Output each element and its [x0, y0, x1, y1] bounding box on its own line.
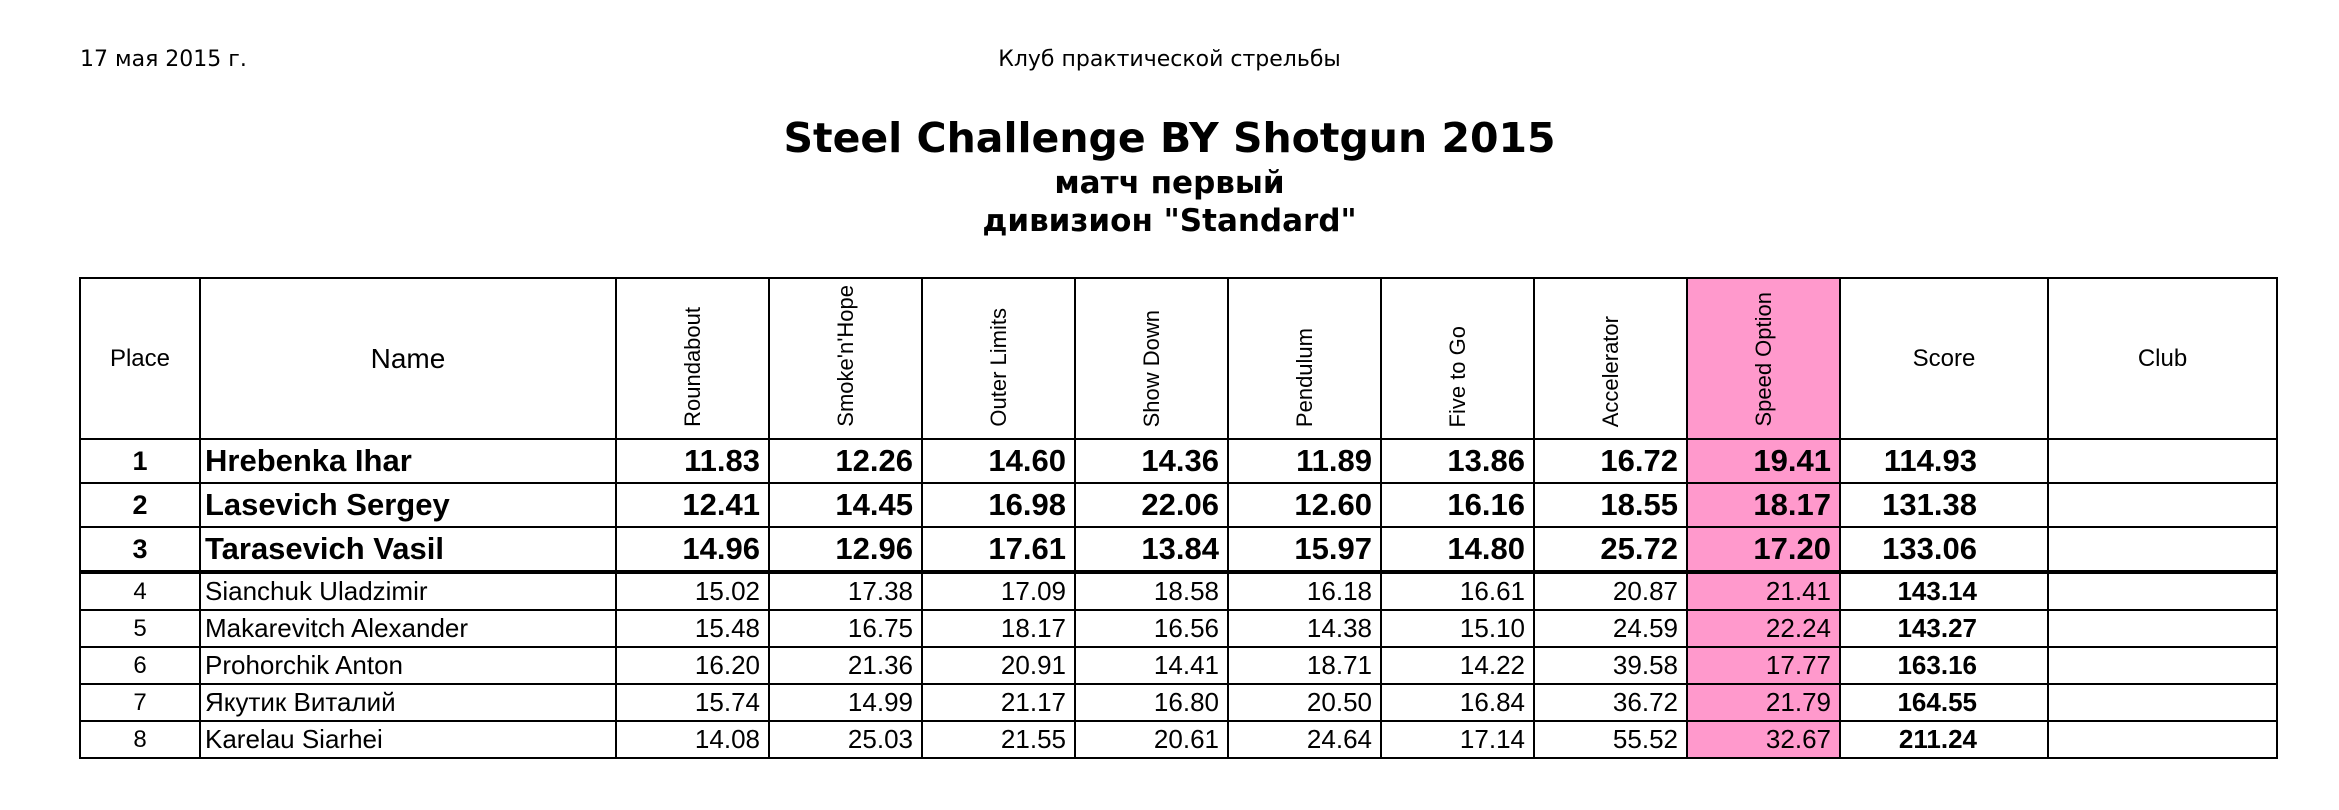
stage-time: 16.61 — [1381, 572, 1534, 610]
col-header-name: Name — [200, 278, 616, 439]
results-table — [79, 277, 2278, 759]
score-cell: 164.55 — [1840, 684, 2048, 721]
col-header-club: Club — [2048, 278, 2277, 439]
stage-time: 36.72 — [1534, 684, 1687, 721]
stage-time: 14.08 — [616, 721, 769, 758]
place-cell: 7 — [80, 684, 200, 721]
place-cell: 2 — [80, 483, 200, 527]
score-cell: 143.27 — [1840, 610, 2048, 647]
stage-time: 17.14 — [1381, 721, 1534, 758]
stage-label: Outer Limits — [985, 308, 1011, 427]
shooter-name: Makarevitch Alexander — [200, 610, 616, 647]
stage-time: 21.79 — [1687, 684, 1840, 721]
col-header-stage — [1075, 278, 1228, 439]
score-cell: 211.24 — [1840, 721, 2048, 758]
stage-time: 19.41 — [1687, 439, 1840, 483]
col-header-stage — [769, 278, 922, 439]
title-block — [0, 112, 2339, 240]
stage-time: 18.58 — [1075, 572, 1228, 610]
stage-time: 12.26 — [769, 439, 922, 483]
stage-time: 16.16 — [1381, 483, 1534, 527]
stage-time: 15.02 — [616, 572, 769, 610]
col-header-stage — [922, 278, 1075, 439]
table-row — [80, 483, 2277, 527]
col-header-stage — [616, 278, 769, 439]
stage-time: 17.09 — [922, 572, 1075, 610]
stage-time: 21.36 — [769, 647, 922, 684]
table-row — [80, 721, 2277, 758]
page-title: Steel Challenge BY Shotgun 2015 — [783, 114, 1556, 162]
club-cell — [2048, 527, 2277, 572]
place-cell: 6 — [80, 647, 200, 684]
stage-time: 20.50 — [1228, 684, 1381, 721]
stage-label: Speed Option — [1750, 292, 1776, 427]
stage-time: 15.74 — [616, 684, 769, 721]
stage-time: 16.80 — [1075, 684, 1228, 721]
stage-time: 14.96 — [616, 527, 769, 572]
col-header-place: Place — [80, 278, 200, 439]
stage-label: Roundabout — [679, 307, 705, 427]
division-subtitle: дивизион "Standard" — [982, 203, 1357, 239]
stage-time: 18.17 — [1687, 483, 1840, 527]
stage-label: Pendulum — [1291, 327, 1317, 427]
header-club: Клуб практической стрельбы — [998, 47, 1341, 72]
stage-time: 16.98 — [922, 483, 1075, 527]
stage-time: 17.38 — [769, 572, 922, 610]
stage-time: 18.71 — [1228, 647, 1381, 684]
stage-time: 12.41 — [616, 483, 769, 527]
shooter-name: Lasevich Sergey — [200, 483, 616, 527]
place-cell: 3 — [80, 527, 200, 572]
results-body — [80, 439, 2277, 758]
club-cell — [2048, 439, 2277, 483]
stage-time: 14.60 — [922, 439, 1075, 483]
stage-time: 12.96 — [769, 527, 922, 572]
stage-time: 16.84 — [1381, 684, 1534, 721]
col-header-stage — [1534, 278, 1687, 439]
stage-time: 25.72 — [1534, 527, 1687, 572]
shooter-name: Prohorchik Anton — [200, 647, 616, 684]
stage-time: 20.87 — [1534, 572, 1687, 610]
score-cell: 163.16 — [1840, 647, 2048, 684]
stage-time: 55.52 — [1534, 721, 1687, 758]
stage-time: 15.97 — [1228, 527, 1381, 572]
stage-label: Five to Go — [1444, 325, 1470, 427]
shooter-name: Tarasevich Vasil — [200, 527, 616, 572]
stage-time: 16.56 — [1075, 610, 1228, 647]
stage-time: 17.61 — [922, 527, 1075, 572]
stage-time: 13.84 — [1075, 527, 1228, 572]
col-header-score: Score — [1840, 278, 2048, 439]
club-cell — [2048, 721, 2277, 758]
stage-time: 16.20 — [616, 647, 769, 684]
header-date: 17 мая 2015 г. — [80, 47, 247, 72]
stage-time: 24.59 — [1534, 610, 1687, 647]
table-row — [80, 684, 2277, 721]
stage-time: 14.41 — [1075, 647, 1228, 684]
club-cell — [2048, 647, 2277, 684]
stage-time: 11.89 — [1228, 439, 1381, 483]
place-cell: 1 — [80, 439, 200, 483]
stage-time: 21.55 — [922, 721, 1075, 758]
shooter-name: Karelau Siarhei — [200, 721, 616, 758]
place-cell: 5 — [80, 610, 200, 647]
score-cell: 143.14 — [1840, 572, 2048, 610]
club-cell — [2048, 572, 2277, 610]
table-row — [80, 647, 2277, 684]
club-cell — [2048, 610, 2277, 647]
shooter-name: Sianchuk Uladzimir — [200, 572, 616, 610]
stage-label: Show Down — [1138, 309, 1164, 427]
col-header-stage — [1228, 278, 1381, 439]
col-header-stage-highlighted — [1687, 278, 1840, 439]
stage-time: 14.99 — [769, 684, 922, 721]
stage-label: Accelerator — [1597, 315, 1623, 427]
match-subtitle: матч первый — [1054, 165, 1285, 201]
club-cell — [2048, 483, 2277, 527]
stage-time: 14.80 — [1381, 527, 1534, 572]
stage-time: 12.60 — [1228, 483, 1381, 527]
stage-time: 16.72 — [1534, 439, 1687, 483]
score-cell: 131.38 — [1840, 483, 2048, 527]
stage-time: 14.22 — [1381, 647, 1534, 684]
stage-time: 25.03 — [769, 721, 922, 758]
col-header-stage — [1381, 278, 1534, 439]
club-cell — [2048, 684, 2277, 721]
stage-time: 39.58 — [1534, 647, 1687, 684]
stage-time: 14.45 — [769, 483, 922, 527]
stage-time: 17.20 — [1687, 527, 1840, 572]
stage-time: 18.17 — [922, 610, 1075, 647]
stage-time: 11.83 — [616, 439, 769, 483]
stage-time: 14.36 — [1075, 439, 1228, 483]
shooter-name: Hrebenka Ihar — [200, 439, 616, 483]
stage-time: 21.17 — [922, 684, 1075, 721]
table-row — [80, 610, 2277, 647]
table-row — [80, 439, 2277, 483]
place-cell: 8 — [80, 721, 200, 758]
stage-time: 14.38 — [1228, 610, 1381, 647]
stage-time: 16.75 — [769, 610, 922, 647]
stage-time: 21.41 — [1687, 572, 1840, 610]
shooter-name: Якутик Виталий — [200, 684, 616, 721]
stage-time: 18.55 — [1534, 483, 1687, 527]
header-row — [80, 278, 2277, 439]
stage-time: 13.86 — [1381, 439, 1534, 483]
stage-time: 22.06 — [1075, 483, 1228, 527]
stage-time: 20.61 — [1075, 721, 1228, 758]
score-cell: 133.06 — [1840, 527, 2048, 572]
stage-time: 17.77 — [1687, 647, 1840, 684]
place-cell: 4 — [80, 572, 200, 610]
stage-label: Smoke'n'Hope — [832, 285, 858, 427]
stage-time: 24.64 — [1228, 721, 1381, 758]
stage-time: 15.10 — [1381, 610, 1534, 647]
stage-time: 22.24 — [1687, 610, 1840, 647]
score-cell: 114.93 — [1840, 439, 2048, 483]
table-row — [80, 572, 2277, 610]
stage-time: 20.91 — [922, 647, 1075, 684]
stage-time: 15.48 — [616, 610, 769, 647]
table-row — [80, 527, 2277, 572]
stage-time: 32.67 — [1687, 721, 1840, 758]
stage-time: 16.18 — [1228, 572, 1381, 610]
